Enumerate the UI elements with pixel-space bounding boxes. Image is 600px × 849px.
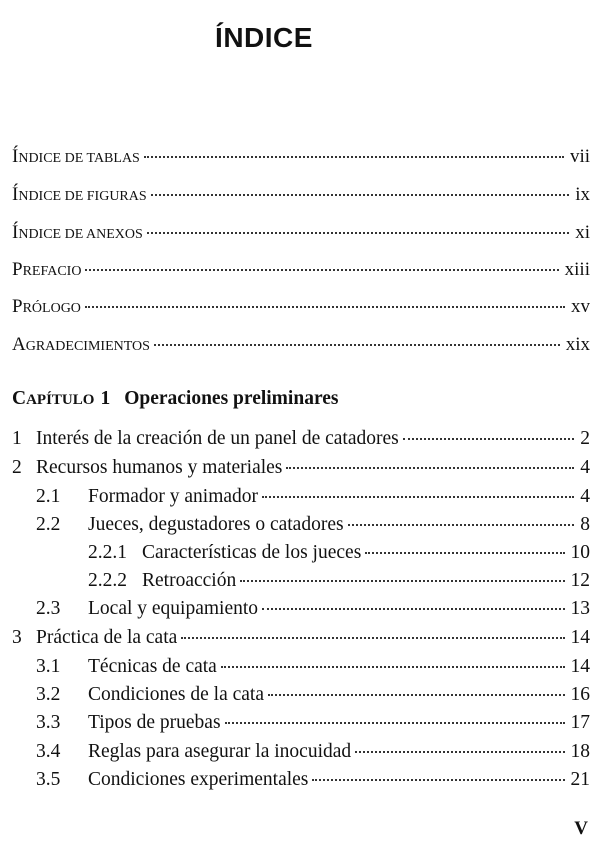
entry-page-number: 10 <box>570 542 590 563</box>
entry-page-number: 17 <box>570 712 590 733</box>
toc-entry-section-2-1[interactable] <box>12 486 590 512</box>
entry-number: 2.2.1 <box>88 542 127 563</box>
dot-leader <box>144 156 564 158</box>
entry-page-number: vii <box>569 146 590 167</box>
dot-leader <box>154 344 560 346</box>
entry-page-number: 4 <box>580 486 590 507</box>
toc-entry-prologo[interactable] <box>12 296 590 322</box>
dot-leader <box>348 524 575 526</box>
entry-page-number: xix <box>565 334 590 355</box>
entry-label: AGRADECIMIENTOS <box>12 334 150 355</box>
entry-label: PREFACIO <box>12 259 82 280</box>
entry-label: PRÓLOGO <box>12 296 81 317</box>
toc-entry-section-2[interactable] <box>12 457 590 483</box>
dot-leader <box>225 722 565 724</box>
toc-entry-section-2-3[interactable] <box>12 598 590 624</box>
entry-title: Condiciones experimentales <box>88 769 309 790</box>
chapter-word-rest: APÍTULO <box>26 392 95 408</box>
toc-entry-indice-tablas[interactable] <box>12 146 590 172</box>
toc-entry-section-1[interactable] <box>12 428 590 454</box>
entry-page-number: 14 <box>570 656 590 677</box>
toc-entry-prefacio[interactable] <box>12 259 590 285</box>
dot-leader <box>262 496 574 498</box>
dot-leader <box>365 552 564 554</box>
toc-entry-indice-figuras[interactable] <box>12 184 590 210</box>
dot-leader <box>151 194 570 196</box>
entry-number: 3.5 <box>36 769 61 790</box>
entry-number: 3.3 <box>36 712 61 733</box>
entry-number: 3 <box>12 627 22 648</box>
chapter-number: 1 <box>100 388 111 409</box>
entry-label: ÍNDICE DE ANEXOS <box>12 222 143 243</box>
entry-page-number: 8 <box>580 514 590 535</box>
toc-entry-section-2-2[interactable] <box>12 514 590 540</box>
dot-leader <box>268 694 565 696</box>
dot-leader <box>403 438 575 440</box>
entry-title: Jueces, degustadores o catadores <box>88 514 344 535</box>
dot-leader <box>181 637 564 639</box>
entry-title: Características de los jueces <box>142 542 362 563</box>
entry-page-number: xi <box>575 222 590 243</box>
toc-entry-section-3-5[interactable] <box>12 769 590 795</box>
toc-entry-section-3-4[interactable] <box>12 741 590 767</box>
page-folio: V <box>574 818 588 839</box>
entry-title: Tipos de pruebas <box>88 712 221 733</box>
entry-title: Local y equipamiento <box>88 598 259 619</box>
toc-entry-section-3-1[interactable] <box>12 656 590 682</box>
toc-entry-section-2-2-1[interactable] <box>12 542 590 568</box>
entry-page-number: 18 <box>570 741 590 762</box>
entry-number: 1 <box>12 428 22 449</box>
entry-number: 3.1 <box>36 656 61 677</box>
chapter-heading[interactable] <box>12 388 339 410</box>
chapter-title: Operaciones preliminares <box>124 388 339 409</box>
entry-number: 2.2.2 <box>88 570 127 591</box>
dot-leader <box>221 666 565 668</box>
entry-number: 3.2 <box>36 684 61 705</box>
entry-number: 2.3 <box>36 598 61 619</box>
toc-entry-indice-anexos[interactable] <box>12 222 590 248</box>
chapter-word: C <box>12 388 27 409</box>
entry-title: Práctica de la cata <box>36 627 178 648</box>
entry-page-number: 16 <box>570 684 590 705</box>
dot-leader <box>355 751 564 753</box>
entry-page-number: ix <box>575 184 590 205</box>
entry-page-number: xv <box>571 296 590 317</box>
entry-number: 2 <box>12 457 22 478</box>
entry-label: ÍNDICE DE FIGURAS <box>12 184 147 205</box>
entry-title: Condiciones de la cata <box>88 684 264 705</box>
entry-page-number: xiii <box>564 259 590 280</box>
entry-page-number: 4 <box>580 457 590 478</box>
dot-leader <box>240 580 564 582</box>
entry-number: 2.2 <box>36 514 61 535</box>
entry-title: Recursos humanos y materiales <box>36 457 283 478</box>
dot-leader <box>286 467 574 469</box>
dot-leader <box>147 232 569 234</box>
dot-leader <box>85 269 558 271</box>
entry-number: 3.4 <box>36 741 61 762</box>
entry-page-number: 13 <box>570 598 590 619</box>
entry-label: ÍNDICE DE TABLAS <box>12 146 140 167</box>
entry-page-number: 12 <box>570 570 590 591</box>
entry-title: Formador y animador <box>88 486 259 507</box>
toc-entry-section-3[interactable] <box>12 627 590 653</box>
toc-entry-section-3-3[interactable] <box>12 712 590 738</box>
toc-entry-section-2-2-2[interactable] <box>12 570 590 596</box>
page-title: ÍNDICE <box>215 22 313 53</box>
entry-page-number: 21 <box>570 769 590 790</box>
toc-entry-section-3-2[interactable] <box>12 684 590 710</box>
entry-number: 2.1 <box>36 486 61 507</box>
entry-title: Reglas para asegurar la inocuidad <box>88 741 352 762</box>
dot-leader <box>312 779 564 781</box>
dot-leader <box>262 608 564 610</box>
entry-title: Retroacción <box>142 570 237 591</box>
entry-title: Técnicas de cata <box>88 656 217 677</box>
entry-page-number: 2 <box>580 428 590 449</box>
toc-entry-agradecimientos[interactable] <box>12 334 590 360</box>
entry-title: Interés de la creación de un panel de catadores <box>36 428 399 449</box>
entry-page-number: 14 <box>570 627 590 648</box>
dot-leader <box>85 306 565 308</box>
